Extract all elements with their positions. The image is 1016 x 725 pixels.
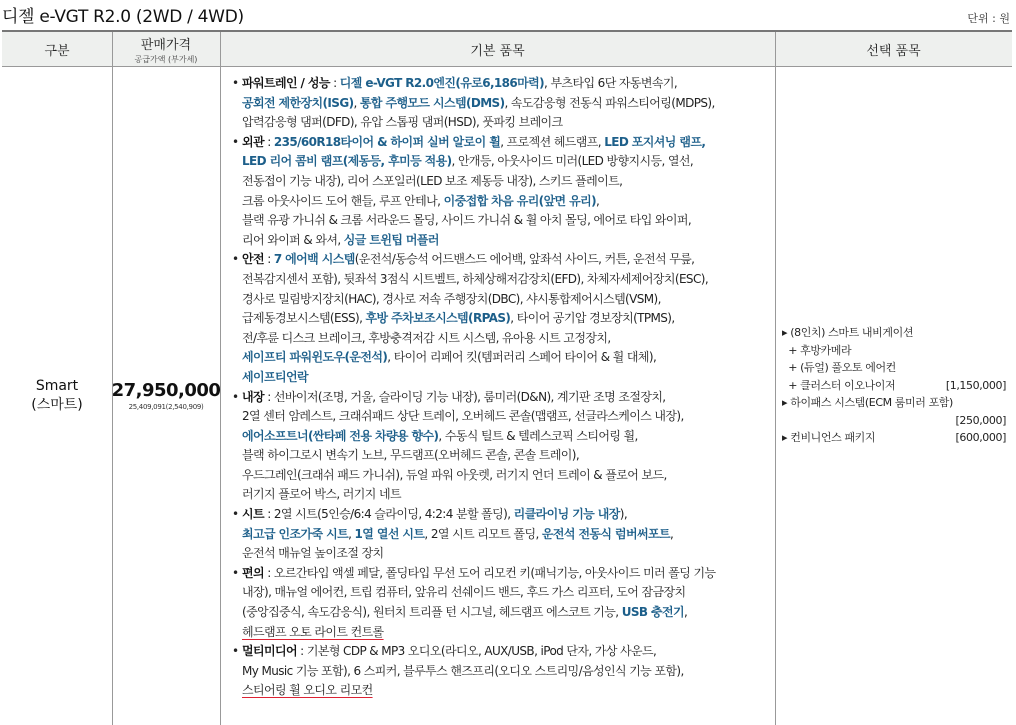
basic-item-line [242,544,775,564]
header-category-label: 구분 [44,43,70,59]
bullet: • [232,134,239,149]
highlight-text: 세이프티 파워윈도우(운전석) [242,350,388,365]
highlight-text: 7 에어백 시스템 [273,252,355,267]
basic-item-line [242,113,775,133]
highlight-text: 235/60R18타이어 & 하이퍼 실버 알로이 휠 [273,134,501,149]
basic-item-line: 내장 : 선바이저(조명, 거울, 슬라이딩 기능 내장), 룸미러(D&N), 계기판 조명 조절장치, [242,389,666,404]
header-option-label: 선택 품목 [866,43,921,59]
item-text: My Music 기능 포함), 6 스피커, 블루투스 핸즈프리(오디오 스트리밍/음성인식 기능 포함), [242,663,684,678]
item-text: 급제동경보시스템(ESS), [242,311,366,326]
trim-price: 27,950,000 [111,380,221,401]
item-text: 2열 센터 암레스트, 크래쉬패드 상단 트레이, 오버헤드 콘솔(맵램프, 선글라스케이스 내장), [242,409,684,424]
basic-item-line [242,192,775,212]
item-text: 선바이저(조명, 거울, 슬라이딩 기능 내장), 룸미러(D&N), 계기판 조명 조절장치, [273,389,666,404]
header-category [2,32,112,66]
highlight-text: LED 리어 콤비 램프(제동등, 후미등 적용) [242,154,452,169]
basic-item-label: 파워트레인 / 성능 [242,76,330,90]
basic-item-line [242,407,775,427]
option-line: + 클러스터 이오나이저 [1,150,000] [782,377,1006,395]
divider [775,32,776,725]
option-item [782,394,1006,429]
basic-item-line [242,231,775,251]
item-text: 압력감응형 댐퍼(DFD), 유압 스톱핑 댐퍼(HSD), 풋파킹 브레이크 [242,115,563,130]
basic-item-line [242,290,775,310]
trim-name-kr: (스마트) [31,396,83,413]
option-price: [1,150,000] [945,378,1006,392]
bullet: • [232,389,239,404]
item-text: 리어 와이퍼 & 와셔, [242,232,344,247]
highlight-text: 최고급 인조가죽 시트 [242,526,349,541]
item-text: 러기지 플로어 박스, 러기지 네트 [242,487,401,502]
item-text: 크롬 아웃사이드 도어 핸들, 루프 안테나, [242,193,444,208]
basic-item-line [242,94,775,114]
item-text: 2열 시트(5인승/6:4 슬라이딩, 4:2:4 분할 폴딩), [273,507,514,522]
basic-item-line [242,446,775,466]
basic-item-line: 안전 : 7 에어백 시스템(운전석/동승석 어드밴스드 에어백, 앞좌석 사이드, 커튼, 운전석 무릎, [242,252,695,267]
bullet: • [232,565,239,580]
option-line: ▸ (8인치) 스마트 내비게이션 [782,326,914,339]
item-text: ), [619,507,628,522]
highlight-text: 공회전 제한장치(ISG) [242,95,354,110]
highlight-text: 후방 주차보조시스템(RPAS) [365,311,511,326]
basic-item-line: 멀티미디어 : 기본형 CDP & MP3 오디오(라디오, AUX/USB, iPod 단자, 가상 사운드, [242,644,657,659]
highlight-text: LED 포지셔닝 램프, [604,134,706,149]
item-text: 오르간타입 액셀 페달, 폴딩타입 무선 도어 리모컨 키(패닉기능, 아웃사이드 미러 폴딩 기능 [273,565,716,580]
header-price [112,32,220,66]
basic-item-line [242,309,775,329]
item-text: , 타이어 공기압 경보장치(TPMS), [510,311,675,326]
bullet: • [232,76,239,90]
basic-item [230,642,775,701]
basic-item-line [242,603,775,623]
header-price-sub: 공급가액 (부가세) [134,54,198,64]
basic-item [230,564,775,642]
option-line: ▸ 컨비니언스 패키지 [600,000] [782,429,1006,447]
item-text: 전/후륜 디스크 브레이크, 후방충격저감 시트 시스템, 유아용 시트 고정장치, [242,330,611,345]
header-price-label: 판매가격 [140,37,192,53]
bullet: • [232,507,239,522]
basic-item [230,388,775,506]
title-row [0,0,1016,30]
item-text: 블랙 하이그로시 변속기 노브, 무드램프(오버헤드 콘솔, 콘솔 트레이), [242,448,580,463]
unit-label: 단위 : 원 [967,12,1010,25]
price-cell [112,66,220,725]
item-text: 블랙 유광 가니쉬 & 크롬 서라운드 몰딩, 사이드 가니쉬 & 휠 아치 몰딩, 에어로 타입 와이퍼, [242,213,692,228]
highlight-text: USB 충전기 [621,605,685,620]
item-text: 경사로 밀림방지장치(HAC), 경사로 저속 주행장치(DBC), 샤시통합제어시스템(VSM), [242,291,661,306]
option-item [782,324,1006,394]
highlight-text: 1열 열선 시트 [354,526,425,541]
divider [220,32,221,725]
item-text: , [353,95,360,110]
item-text: (운전석/동승석 어드밴스드 에어백, 앞좌석 사이드, 커튼, 운전석 무릎, [354,252,695,267]
highlight-text: 세이프티언락 [242,369,308,384]
item-text: , 2열 시트 리모트 폴딩, [424,526,542,541]
basic-item-line [242,211,775,231]
item-text: , 수동식 틸트 & 텔레스코픽 스티어링 휠, [438,428,638,443]
header-basic-label: 기본 품목 [470,43,525,59]
basic-item-line [242,681,775,701]
basic-item-line [242,466,775,486]
item-text: , 타이어 리페어 킷(템퍼러리 스페어 타이어 & 휠 대체), [387,350,657,365]
option-items [782,324,1006,447]
bullet: • [232,252,239,267]
trim-price-detail: 25,409,091(2,540,909) [128,403,204,411]
item-text: 스티어링 휠 오디오 리모컨 [242,683,373,698]
basic-item-label: 시트 [242,507,264,522]
basic-item-line [242,368,775,388]
basic-item-label: 내장 [242,389,264,404]
header-option [775,32,1012,66]
basic-item-label: 안전 [242,252,264,267]
price-table [2,30,1012,725]
basic-item-line: 파워트레인 / 성능 : 디젤 e-VGT R2.0엔진(유로6,186마력), 부츠타입 6단 자동변속기, [242,76,678,90]
item-text: 전동접이 기능 내장), 리어 스포일러(LED 보조 제동등 내장), 스키드 플레이트, [242,173,623,188]
highlight-text: 디젤 e-VGT R2.0엔진(유로6,186마력) [339,76,545,90]
basic-item-line [242,348,775,368]
basic-item-label: 멀티미디어 [242,644,297,659]
basic-item-line [242,329,775,349]
highlight-text: 운전석 전동식 럼버써포트 [541,526,670,541]
option-line: ▸ 하이패스 시스템(ECM 룸미러 포함) [782,396,953,409]
basic-item [230,74,775,133]
highlight-text: 싱글 트윈팁 머플러 [343,232,439,247]
basic-item-line [242,427,775,447]
basic-item [230,505,775,564]
item-text: 우드그레인(크래쉬 패드 가니쉬), 듀얼 파워 아웃렛, 러기지 언더 트레이 & 플로어 보드, [242,467,667,482]
basic-item [230,133,775,251]
item-text: 내장), 매뉴얼 에어컨, 트립 컴퓨터, 앞유리 선쉐이드 밴드, 후드 가스 리프터, 도어 잠금장치 [242,585,686,600]
basic-item-line [242,152,775,172]
basic-item-line [242,583,775,603]
basic-item-line: 편의 : 오르간타입 액셀 페달, 폴딩타입 무선 도어 리모컨 키(패닉기능, 아웃사이드 미러 폴딩 기능 [242,565,716,580]
option-price: [600,000] [955,431,1006,444]
basic-item-line [242,172,775,192]
option-price: [250,000] [955,413,1006,427]
item-text: , [348,526,355,541]
trim-name: Smart [35,377,79,394]
basic-item-line [242,270,775,290]
option-item [782,429,1006,447]
basic-item-line [242,525,775,545]
item-text: 전복감지센서 포함), 뒷좌석 3점식 시트벨트, 하체상해저감장치(EFD), 차체자세제어장치(ESC), [242,271,709,286]
basic-item-line [242,485,775,505]
item-text: 헤드램프 오토 라이트 컨트롤 [242,624,384,639]
highlight-text: 에어소프트너(싼타페 전용 차량용 향수) [242,428,439,443]
header-basic [220,32,775,66]
item-text: , 프로젝션 헤드램프, [500,134,605,149]
item-text: , [669,526,674,541]
item-text: 기본형 CDP & MP3 오디오(라디오, AUX/USB, iPod 단자, 가상 사운드, [306,644,657,659]
item-text: , 안개등, 아웃사이드 미러(LED 방향지시등, 열선, [451,154,694,169]
basic-item-line: 시트 : 2열 시트(5인승/6:4 슬라이딩, 4:2:4 분할 폴딩), 리클라이닝 기능 내장), [242,507,628,522]
trim-cell [2,66,112,725]
item-text: , 속도감응형 전동식 파워스티어링(MDPS), [504,95,715,110]
basic-item-label: 편의 [242,565,264,580]
basic-item [230,250,775,387]
option-line: + (듀얼) 풀오토 에어컨 [782,361,896,374]
page-title: 디젤 e-VGT R2.0 (2WD / 4WD) [2,7,244,27]
item-text: , [684,605,688,620]
highlight-text: 통합 주행모드 시스템(DMS) [359,95,505,110]
item-text: , 부츠타입 6단 자동변속기, [544,76,678,90]
basic-item-line: 외관 : 235/60R18타이어 & 하이퍼 실버 알로이 휠, 프로젝션 헤드램프, LED 포지셔닝 램프, [242,134,706,149]
item-text: (중앙집중식, 속도감응식), 원터치 트리플 턴 시그널, 헤드램프 에스코트 기능, [242,605,622,620]
item-text: , [596,193,600,208]
bullet: • [232,644,239,659]
basic-item-line [242,662,775,682]
item-text: 운전석 매뉴얼 높이조절 장치 [242,546,384,561]
highlight-text: 이중접합 차음 유리(앞면 유리) [443,193,597,208]
basic-items [230,74,775,701]
basic-item-line [242,623,775,643]
basic-item-label: 외관 [242,134,264,149]
option-line: + 후방카메라 [782,343,852,357]
highlight-text: 리클라이닝 기능 내장 [513,507,620,522]
